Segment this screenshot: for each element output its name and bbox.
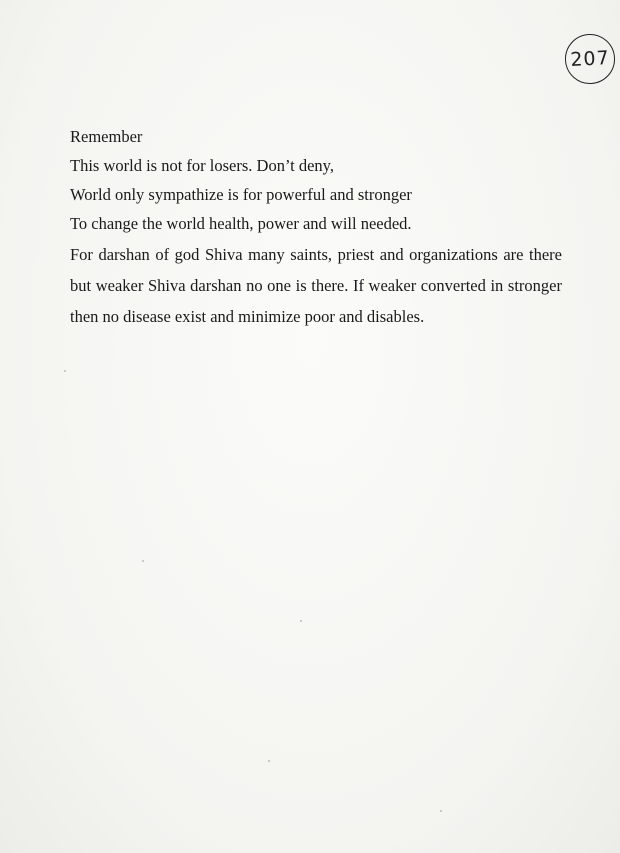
page-number: 207 <box>569 46 611 72</box>
scan-speck <box>142 560 144 562</box>
text-line-1: This world is not for losers. Don’t deny, <box>70 156 334 175</box>
scan-speck <box>64 370 66 372</box>
text-line-3: To change the world health, power and will needed. <box>70 214 412 233</box>
heading-remember: Remember <box>70 127 143 146</box>
scan-speck <box>268 760 270 762</box>
scan-speck <box>440 810 442 812</box>
paragraph-shiva-darshan: For darshan of god Shiva many saints, priest and organizations are there but weaker Shiva darshan no one is there. If weaker converted in stronger then no disease exist and minimize poor and disables. <box>70 245 562 326</box>
body-text <box>70 124 562 332</box>
text-line-2: World only sympathize is for powerful and stronger <box>70 185 412 204</box>
scan-speck <box>300 620 302 622</box>
page-number-circle <box>564 33 617 86</box>
